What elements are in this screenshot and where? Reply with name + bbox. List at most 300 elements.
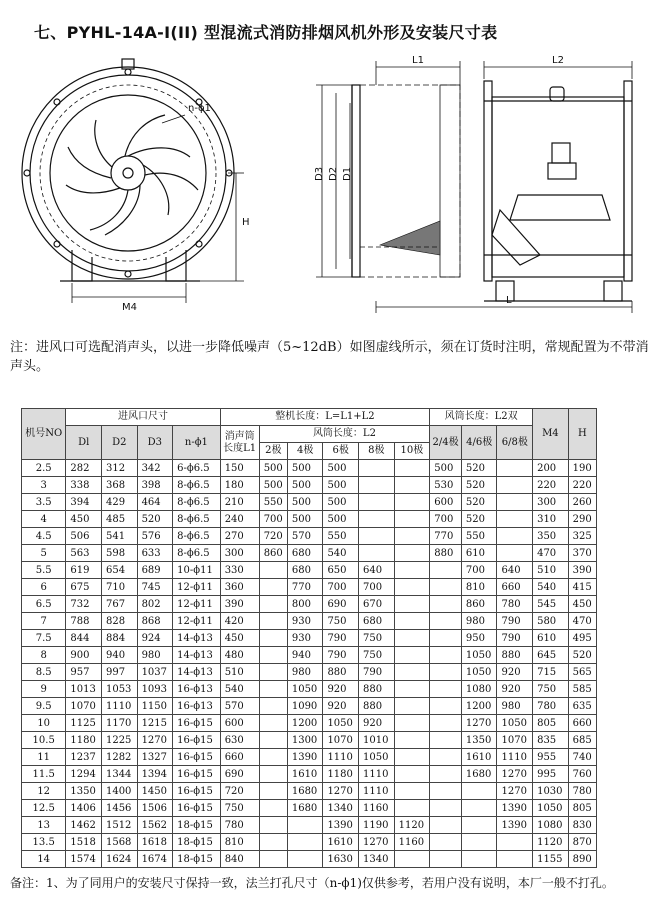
table-cell xyxy=(394,596,430,613)
table-cell xyxy=(259,613,287,630)
table-cell: 16-ϕ13 xyxy=(173,681,221,698)
table-cell: 700 xyxy=(323,579,359,596)
table-cell: 10-ϕ11 xyxy=(173,562,221,579)
table-cell: 500 xyxy=(287,511,323,528)
table-cell: 1190 xyxy=(359,817,395,834)
table-cell xyxy=(259,783,287,800)
cell-no: 6 xyxy=(22,579,66,596)
table-cell: 1200 xyxy=(461,698,497,715)
table-row xyxy=(22,562,597,579)
table-cell xyxy=(359,460,395,477)
table-cell: 290 xyxy=(568,511,596,528)
cell-no: 10.5 xyxy=(22,732,66,749)
table-cell xyxy=(497,477,533,494)
table-cell: 1270 xyxy=(323,783,359,800)
table-cell: 1080 xyxy=(461,681,497,698)
table-cell: 18-ϕ15 xyxy=(173,834,221,851)
table-cell xyxy=(461,834,497,851)
table-cell: 1093 xyxy=(137,681,173,698)
table-cell: 520 xyxy=(568,647,596,664)
table-cell xyxy=(497,511,533,528)
table-cell: 1610 xyxy=(323,834,359,851)
table-cell: 1294 xyxy=(66,766,102,783)
table-cell: 16-ϕ15 xyxy=(173,766,221,783)
table-cell: 312 xyxy=(101,460,137,477)
note-top: 注：进风口可选配消声头，以进一步降低噪声（5~12dB）如图虚线所示，须在订货时注明，常规配置为不带消声头。 xyxy=(10,340,649,374)
table-cell xyxy=(359,494,395,511)
table-cell xyxy=(287,834,323,851)
table-cell: 580 xyxy=(533,613,569,630)
table-cell: 510 xyxy=(220,664,259,681)
table-cell xyxy=(394,613,430,630)
table-cell: 500 xyxy=(323,477,359,494)
table-row xyxy=(22,613,597,630)
table-cell: 450 xyxy=(220,630,259,647)
table-cell: 870 xyxy=(568,834,596,851)
table-cell: 1630 xyxy=(323,851,359,868)
table-cell: 810 xyxy=(461,579,497,596)
table-cell: 282 xyxy=(66,460,102,477)
table-cell: 1090 xyxy=(287,698,323,715)
table-cell: 550 xyxy=(461,528,497,545)
table-cell: 957 xyxy=(66,664,102,681)
table-cell xyxy=(430,766,462,783)
table-cell: 450 xyxy=(66,511,102,528)
table-cell xyxy=(497,494,533,511)
table-cell: 660 xyxy=(497,579,533,596)
h-label: H xyxy=(242,217,250,228)
table-cell: 540 xyxy=(323,545,359,562)
table-cell: 745 xyxy=(137,579,173,596)
table-cell: 828 xyxy=(101,613,137,630)
table-cell: 1110 xyxy=(359,783,395,800)
header-no: 机号NO xyxy=(22,409,66,460)
table-cell: 610 xyxy=(461,545,497,562)
fan-outline-drawing xyxy=(0,45,660,325)
table-cell: 980 xyxy=(287,664,323,681)
table-cell: 830 xyxy=(568,817,596,834)
l2-label: L2 xyxy=(552,55,564,66)
table-cell: 1344 xyxy=(101,766,137,783)
table-cell: 1462 xyxy=(66,817,102,834)
header-m4: M4 xyxy=(533,409,569,460)
header-p2: 2极 xyxy=(259,443,287,460)
table-cell: 860 xyxy=(259,545,287,562)
table-cell xyxy=(394,494,430,511)
table-cell xyxy=(430,681,462,698)
table-cell: 550 xyxy=(323,528,359,545)
table-cell: 750 xyxy=(323,613,359,630)
table-row xyxy=(22,766,597,783)
table-cell: 1050 xyxy=(533,800,569,817)
table-cell: 210 xyxy=(220,494,259,511)
cell-no: 10 xyxy=(22,715,66,732)
table-cell: 780 xyxy=(497,596,533,613)
table-cell: 790 xyxy=(497,630,533,647)
table-cell: 510 xyxy=(533,562,569,579)
cell-no: 14 xyxy=(22,851,66,868)
table-cell: 835 xyxy=(533,732,569,749)
table-cell: 570 xyxy=(287,528,323,545)
table-cell xyxy=(259,834,287,851)
table-cell: 720 xyxy=(259,528,287,545)
table-cell: 16-ϕ15 xyxy=(173,800,221,817)
table-cell: 325 xyxy=(568,528,596,545)
table-cell: 1270 xyxy=(461,715,497,732)
table-cell xyxy=(259,664,287,681)
table-cell: 8-ϕ6.5 xyxy=(173,511,221,528)
table-cell xyxy=(394,647,430,664)
table-row xyxy=(22,477,597,494)
table-cell: 805 xyxy=(533,715,569,732)
table-cell: 600 xyxy=(430,494,462,511)
table-cell: 790 xyxy=(323,630,359,647)
table-cell xyxy=(394,681,430,698)
table-cell: 690 xyxy=(323,596,359,613)
table-cell: 955 xyxy=(533,749,569,766)
table-cell: 220 xyxy=(568,477,596,494)
table-cell: 689 xyxy=(137,562,173,579)
header-d24: 2/4极 xyxy=(430,426,462,460)
dimension-table xyxy=(21,408,597,868)
table-cell: 810 xyxy=(220,834,259,851)
table-cell: 860 xyxy=(461,596,497,613)
table-cell: 6-ϕ6.5 xyxy=(173,460,221,477)
table-cell: 500 xyxy=(287,494,323,511)
table-cell: 1390 xyxy=(497,800,533,817)
table-cell xyxy=(394,851,430,868)
table-cell: 635 xyxy=(568,698,596,715)
cell-no: 2.5 xyxy=(22,460,66,477)
table-cell: 680 xyxy=(287,562,323,579)
cell-no: 11.5 xyxy=(22,766,66,783)
table-row xyxy=(22,630,597,647)
table-cell: 1037 xyxy=(137,664,173,681)
table-cell xyxy=(359,545,395,562)
table-row xyxy=(22,851,597,868)
table-cell: 500 xyxy=(259,460,287,477)
table-cell: 780 xyxy=(220,817,259,834)
table-cell: 1574 xyxy=(66,851,102,868)
table-cell: 1225 xyxy=(101,732,137,749)
table-cell: 1282 xyxy=(101,749,137,766)
table-cell: 844 xyxy=(66,630,102,647)
table-cell xyxy=(430,698,462,715)
table-cell: 700 xyxy=(259,511,287,528)
table-cell xyxy=(394,545,430,562)
table-cell: 1568 xyxy=(101,834,137,851)
header-inlet: 进风口尺寸 xyxy=(66,409,220,426)
table-cell: 700 xyxy=(430,511,462,528)
table-row xyxy=(22,494,597,511)
table-cell: 1160 xyxy=(359,800,395,817)
header-d68: 6/8极 xyxy=(497,426,533,460)
table-cell xyxy=(259,766,287,783)
table-cell xyxy=(394,579,430,596)
table-cell: 767 xyxy=(101,596,137,613)
table-cell: 790 xyxy=(497,613,533,630)
table-cell xyxy=(461,817,497,834)
table-cell: 1350 xyxy=(66,783,102,800)
header-tube-length: 风筒长度：L2 xyxy=(259,426,430,443)
table-cell: 470 xyxy=(568,613,596,630)
table-cell: 565 xyxy=(568,664,596,681)
table-cell: 1053 xyxy=(101,681,137,698)
table-cell: 920 xyxy=(497,681,533,698)
table-cell xyxy=(259,851,287,868)
table-cell: 880 xyxy=(323,664,359,681)
table-cell: 654 xyxy=(101,562,137,579)
table-cell: 1110 xyxy=(497,749,533,766)
table-cell: 1456 xyxy=(101,800,137,817)
header-d46: 4/6极 xyxy=(461,426,497,460)
table-cell xyxy=(430,613,462,630)
table-cell: 840 xyxy=(220,851,259,868)
table-cell xyxy=(430,834,462,851)
table-cell: 370 xyxy=(568,545,596,562)
table-cell: 1050 xyxy=(287,681,323,698)
table-cell: 1150 xyxy=(137,698,173,715)
cell-no: 13.5 xyxy=(22,834,66,851)
table-row xyxy=(22,460,597,477)
table-cell: 790 xyxy=(359,664,395,681)
header-p8: 8极 xyxy=(359,443,395,460)
table-cell: 802 xyxy=(137,596,173,613)
table-cell: 1200 xyxy=(287,715,323,732)
table-cell: 550 xyxy=(259,494,287,511)
table-cell xyxy=(259,596,287,613)
cell-no: 8 xyxy=(22,647,66,664)
cell-no: 8.5 xyxy=(22,664,66,681)
cell-no: 7.5 xyxy=(22,630,66,647)
table-cell xyxy=(394,630,430,647)
table-cell: 930 xyxy=(287,613,323,630)
table-cell xyxy=(259,732,287,749)
table-cell: 700 xyxy=(461,562,497,579)
table-cell: 1070 xyxy=(497,732,533,749)
table-cell: 1390 xyxy=(287,749,323,766)
table-cell: 610 xyxy=(533,630,569,647)
table-cell xyxy=(461,783,497,800)
table-cell: 995 xyxy=(533,766,569,783)
table-cell: 645 xyxy=(533,647,569,664)
table-cell: 429 xyxy=(101,494,137,511)
header-d1: Dl xyxy=(66,426,102,460)
table-cell: 600 xyxy=(220,715,259,732)
table-cell: 1610 xyxy=(461,749,497,766)
table-cell: 14-ϕ13 xyxy=(173,630,221,647)
note-bottom: 备注：1、为了同用户的安装尺寸保持一致，法兰打孔尺寸（n-ϕ1)仅供参考，若用户没有说明，本厂一般不打孔。 xyxy=(10,876,614,890)
table-cell: 16-ϕ15 xyxy=(173,732,221,749)
table-cell: 880 xyxy=(430,545,462,562)
table-cell: 500 xyxy=(287,477,323,494)
table-row xyxy=(22,579,597,596)
table-cell: 1610 xyxy=(287,766,323,783)
table-cell: 1270 xyxy=(497,783,533,800)
table-cell: 18-ϕ15 xyxy=(173,851,221,868)
table-cell: 1110 xyxy=(359,766,395,783)
table-cell xyxy=(461,851,497,868)
page-title: 七、PYHL-14A-I(II) 型混流式消防排烟风机外形及安装尺寸表 xyxy=(34,23,498,42)
table-cell xyxy=(394,528,430,545)
table-cell: 530 xyxy=(430,477,462,494)
header-p10: 10极 xyxy=(394,443,430,460)
table-cell: 470 xyxy=(533,545,569,562)
table-cell xyxy=(394,766,430,783)
table-cell: 720 xyxy=(220,783,259,800)
table-cell: 12-ϕ11 xyxy=(173,579,221,596)
table-cell: 1450 xyxy=(137,783,173,800)
header-h: H xyxy=(568,409,596,460)
table-cell: 16-ϕ15 xyxy=(173,715,221,732)
table-cell: 1170 xyxy=(101,715,137,732)
table-row xyxy=(22,596,597,613)
table-cell xyxy=(430,630,462,647)
table-cell xyxy=(430,800,462,817)
header-duct-length: 风筒长度：L2双 xyxy=(430,409,533,426)
table-cell: 12-ϕ11 xyxy=(173,596,221,613)
table-cell xyxy=(259,749,287,766)
table-cell: 750 xyxy=(359,647,395,664)
table-cell xyxy=(259,630,287,647)
table-cell: 1390 xyxy=(497,817,533,834)
m4-label: M4 xyxy=(122,302,137,313)
table-cell: 930 xyxy=(287,630,323,647)
table-cell: 1120 xyxy=(394,817,430,834)
table-row xyxy=(22,749,597,766)
table-cell: 598 xyxy=(101,545,137,562)
table-cell xyxy=(430,851,462,868)
table-cell: 1050 xyxy=(323,715,359,732)
cell-no: 5.5 xyxy=(22,562,66,579)
table-row xyxy=(22,783,597,800)
table-cell: 150 xyxy=(220,460,259,477)
table-cell: 500 xyxy=(430,460,462,477)
table-cell xyxy=(394,477,430,494)
l-label: L xyxy=(506,295,512,306)
table-row xyxy=(22,817,597,834)
table-cell: 500 xyxy=(323,494,359,511)
table-cell: 398 xyxy=(137,477,173,494)
d2-label: D2 xyxy=(328,166,339,181)
table-cell xyxy=(497,460,533,477)
table-cell: 541 xyxy=(101,528,137,545)
table-cell: 920 xyxy=(359,715,395,732)
table-cell: 506 xyxy=(66,528,102,545)
table-cell: 780 xyxy=(533,698,569,715)
table-cell: 300 xyxy=(220,545,259,562)
table-cell: 1050 xyxy=(461,647,497,664)
table-cell: 1512 xyxy=(101,817,137,834)
table-cell xyxy=(430,749,462,766)
table-cell: 980 xyxy=(497,698,533,715)
table-cell: 690 xyxy=(220,766,259,783)
table-cell: 520 xyxy=(461,477,497,494)
table-cell xyxy=(287,817,323,834)
table-cell: 700 xyxy=(359,579,395,596)
table-cell: 1327 xyxy=(137,749,173,766)
cell-no: 3 xyxy=(22,477,66,494)
table-cell: 685 xyxy=(568,732,596,749)
table-cell: 576 xyxy=(137,528,173,545)
table-cell: 16-ϕ15 xyxy=(173,783,221,800)
header-holes: n-ϕ1 xyxy=(173,426,221,460)
table-cell: 500 xyxy=(323,511,359,528)
table-cell: 1270 xyxy=(359,834,395,851)
table-cell: 1215 xyxy=(137,715,173,732)
table-cell: 495 xyxy=(568,630,596,647)
table-cell: 570 xyxy=(220,698,259,715)
cell-no: 4.5 xyxy=(22,528,66,545)
table-cell: 788 xyxy=(66,613,102,630)
table-cell: 760 xyxy=(568,766,596,783)
table-cell: 1010 xyxy=(359,732,395,749)
table-cell: 1013 xyxy=(66,681,102,698)
header-d3: D3 xyxy=(137,426,173,460)
table-cell xyxy=(394,800,430,817)
table-cell xyxy=(394,460,430,477)
table-cell: 660 xyxy=(568,715,596,732)
table-cell: 1406 xyxy=(66,800,102,817)
table-cell: 390 xyxy=(220,596,259,613)
table-cell: 680 xyxy=(359,613,395,630)
table-cell: 884 xyxy=(101,630,137,647)
table-cell: 563 xyxy=(66,545,102,562)
table-cell: 880 xyxy=(497,647,533,664)
table-cell: 415 xyxy=(568,579,596,596)
table-cell: 660 xyxy=(220,749,259,766)
table-row xyxy=(22,715,597,732)
table-cell xyxy=(497,528,533,545)
table-cell xyxy=(394,715,430,732)
table-cell: 1125 xyxy=(66,715,102,732)
table-cell: 1680 xyxy=(287,783,323,800)
table-cell: 500 xyxy=(323,460,359,477)
table-cell: 997 xyxy=(101,664,137,681)
table-cell: 190 xyxy=(568,460,596,477)
table-cell xyxy=(359,477,395,494)
table-cell xyxy=(430,817,462,834)
table-cell: 500 xyxy=(259,477,287,494)
table-cell xyxy=(259,698,287,715)
table-cell: 520 xyxy=(137,511,173,528)
table-cell: 1350 xyxy=(461,732,497,749)
table-cell xyxy=(259,817,287,834)
table-cell: 920 xyxy=(323,681,359,698)
table-cell: 270 xyxy=(220,528,259,545)
table-cell: 8-ϕ6.5 xyxy=(173,494,221,511)
table-cell: 1110 xyxy=(101,698,137,715)
table-cell: 350 xyxy=(533,528,569,545)
table-row xyxy=(22,511,597,528)
table-cell: 1070 xyxy=(66,698,102,715)
table-cell xyxy=(394,562,430,579)
cell-no: 4 xyxy=(22,511,66,528)
table-cell: 640 xyxy=(497,562,533,579)
table-cell: 342 xyxy=(137,460,173,477)
table-cell: 8-ϕ6.5 xyxy=(173,545,221,562)
table-cell: 1400 xyxy=(101,783,137,800)
table-cell: 619 xyxy=(66,562,102,579)
cell-no: 12 xyxy=(22,783,66,800)
table-cell xyxy=(394,749,430,766)
table-cell: 1270 xyxy=(497,766,533,783)
table-cell xyxy=(394,698,430,715)
d3-label: D3 xyxy=(314,166,325,181)
header-d2: D2 xyxy=(101,426,137,460)
table-cell: 310 xyxy=(533,511,569,528)
table-cell xyxy=(430,579,462,596)
